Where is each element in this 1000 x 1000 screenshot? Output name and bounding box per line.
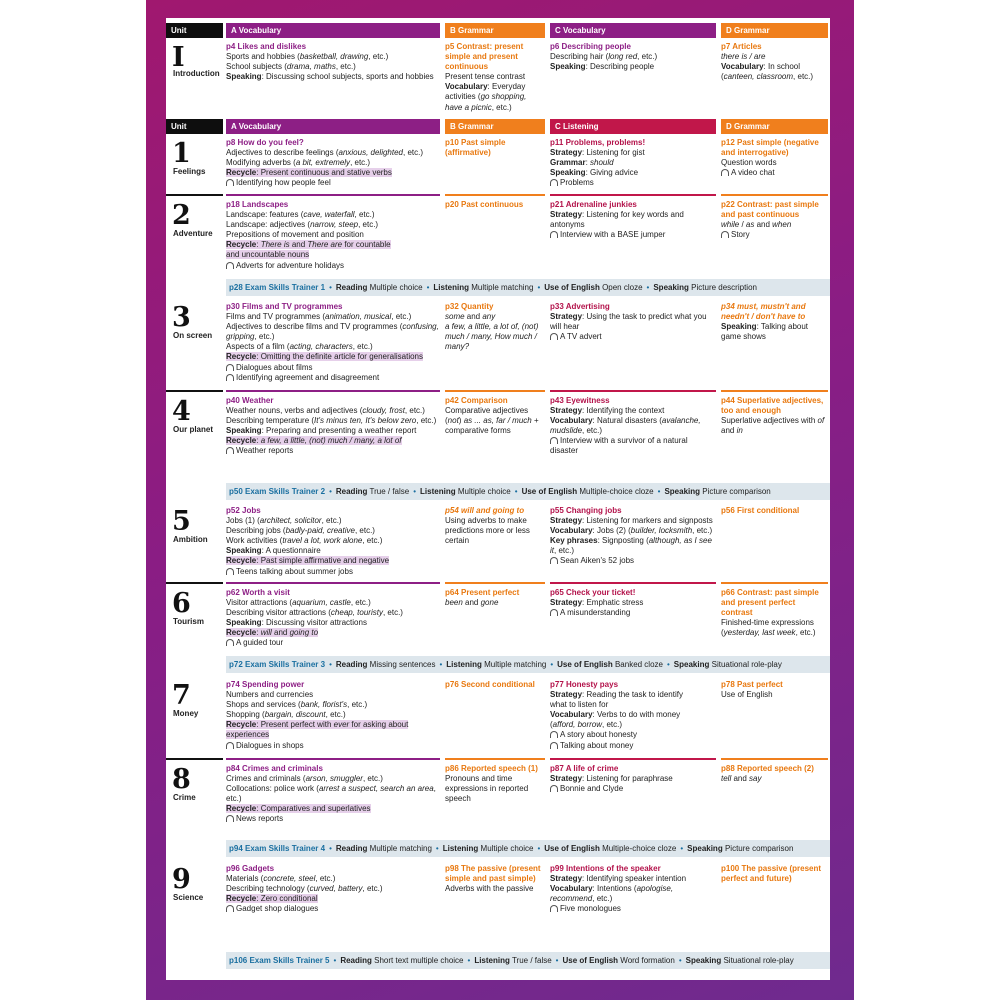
header-d: D Grammar [721,119,828,134]
lesson-d: p34 must, mustn't and needn't / don't have to Speaking: Talking about game shows [721,302,809,342]
unit-name: Our planet [173,425,214,434]
unit-number: 5 [172,506,191,537]
unit-name: Feelings [173,167,206,176]
contents-page [166,18,830,980]
lesson-c: p65 Check your ticket! Strategy: Emphatic stress A misunderstanding [550,588,644,618]
headphones-icon [721,231,729,238]
lesson-title: p7 Articles [721,42,762,51]
lesson-c: p55 Changing jobs Strategy: Listening for markers and signposts Vocabulary: Jobs (2) (builder, locksmith, etc.) Key phrases: Signposting (although, as I see it, etc.) Sean Aiken's 52 jobs [550,506,713,566]
headphones-icon [226,447,234,454]
lesson-d: p12 Past simple (negative and interrogative) Question words A video chat [721,138,819,178]
lesson-a: p40 Weather Weather nouns, verbs and adjectives (cloudy, frost, etc.) Describing temperature (It's minus ten, It's below zero, etc.) Speaking: Preparing and presenting a weather report Recycle: a few, a little, (not) much / many, a lot of Weather reports [226,396,437,456]
header-unit: Unit [166,119,223,134]
lesson-b: p64 Present perfect been and gone [445,588,520,608]
header-b: B Grammar [445,23,545,38]
header-row-intro [166,23,830,38]
exam-skills-trainer-1: p28 Exam Skills Trainer 1 • Reading Multiple choice • Listening Multiple matching • Use of English Open cloze • Speaking Picture description [226,279,830,296]
header-a: A Vocabulary [226,119,440,134]
unit-1 [166,138,830,200]
headphones-icon [550,437,558,444]
lesson-c: p6 Describing people Describing hair (long red, etc.) Speaking: Describing people [550,42,716,72]
lesson-title: p5 Contrast: present simple and present continuous [445,42,524,72]
lesson-d: p7 Articles there is / are Vocabulary: In school (canteen, classroom, etc.) [721,42,828,82]
unit-name: Science [173,893,204,902]
exam-skills-trainer-5: p106 Exam Skills Trainer 5 • Reading Short text multiple choice • Listening True / false • Use of English Word formation • Speaking Situational role-play [226,952,830,969]
headphones-icon [226,639,234,646]
lesson-a: p62 Worth a visit Visitor attractions (aquarium, castle, etc.) Describing visitor attractions (cheap, touristy, etc.) Speaking: Discussing visitor attractions Recycle: will and going to A guided tour [226,588,403,648]
headphones-icon [550,785,558,792]
lesson-b: p54 will and going to Using adverbs to make predictions more or less certain [445,506,530,546]
exam-skills-trainer-2: p50 Exam Skills Trainer 2 • Reading True / false • Listening Multiple choice • Use of English Multiple-choice cloze • Speaking Picture comparison [226,483,830,500]
unit-name: Money [173,709,199,718]
unit-name: Adventure [173,229,213,238]
header-unit: Unit [166,23,223,38]
unit-name: Ambition [173,535,208,544]
lesson-a: p52 Jobs Jobs (1) (architect, solicitor, etc.) Describing jobs (badly-paid, creative, etc.) Work activities (travel a lot, work alone, etc.) Speaking: A questionnaire Recycle: Past simple affirmative and negative Teens talking about summer jobs [226,506,390,576]
unit-number: 9 [172,864,191,895]
exam-skills-trainer-4: p94 Exam Skills Trainer 4 • Reading Multiple matching • Listening Multiple choice • Use of English Multiple-choice cloze • Speaking Picture comparison [226,840,830,857]
lesson-c: p99 Intentions of the speaker Strategy: Identifying speaker intention Vocabulary: Intentions (apologise, recommend, etc.) Five monologues [550,864,687,914]
headphones-icon [226,815,234,822]
unit-number: 3 [172,302,191,333]
unit-number: 1 [172,138,191,169]
headphones-icon [550,333,558,340]
lesson-a: p30 Films and TV programmes Films and TV programmes (animation, musical, etc.) Adjectives to describe films and TV programmes (confusing, gripping, etc.) Aspects of a film (acting, characters, etc.) Recycle: Omitting the definite article for generalisations Dialogues about films Identifying agreement and disagreement [226,302,439,382]
lesson-b: p76 Second conditional [445,680,535,689]
exam-skills-trainer-3: p72 Exam Skills Trainer 3 • Reading Missing sentences • Listening Multiple matching • Use of English Banked cloze • Speaking Situational role-play [226,656,830,673]
headphones-icon [226,905,234,912]
lesson-title: p6 Describing people [550,42,631,51]
header-a: A Vocabulary [226,23,440,38]
lesson-c: p77 Honesty pays Strategy: Reading the task to identify what to listen for Vocabulary: Verbs to do with money (afford, borrow, etc.) A story about honesty Talking about money [550,680,683,750]
unit-number: 7 [172,680,191,711]
unit-number: 6 [172,588,191,619]
headphones-icon [226,742,234,749]
headphones-icon [550,731,558,738]
unit-6 [166,582,830,660]
headphones-icon [550,231,558,238]
unit-name: On screen [173,331,213,340]
headphones-icon [226,262,234,269]
unit-number: 2 [172,200,191,231]
lesson-c: p33 Advertising Strategy: Using the task to predict what you will hear A TV advert [550,302,707,342]
lesson-d: p44 Superlative adjectives, too and enough Superlative adjectives with of and in [721,396,825,436]
lesson-c: p21 Adrenaline junkies Strategy: Listening for key words and antonyms Interview with a BASE jumper [550,200,684,240]
header-row-main [166,119,830,134]
headphones-icon [226,364,234,371]
lesson-d: p100 The passive (present perfect and future) [721,864,822,884]
unit-number: 8 [172,764,191,795]
lesson-b: p5 Contrast: present simple and present continuous Present tense contrast Vocabulary: Everyday activities (go shopping, have a picnic, etc.) [445,42,545,113]
header-c: C Vocabulary [550,23,716,38]
unit-name: Introduction [173,69,220,78]
lesson-b: p42 Comparison Comparative adjectives (not) as ... as, far / much + comparative forms [445,396,539,436]
lesson-a: p84 Crimes and criminals Crimes and criminals (arson, smuggler, etc.) Collocations: police work (arrest a suspect, search an area, etc.) Recycle: Comparatives and superlatives News reports [226,764,436,824]
unit-number: I [172,42,185,73]
lesson-c: p43 Eyewitness Strategy: Identifying the context Vocabulary: Natural disasters (avalanche, mudslide, etc.) Interview with a survivor of a natural disaster [550,396,701,456]
lesson-d: p88 Reported speech (2) tell and say [721,764,814,784]
headphones-icon [226,179,234,186]
unit-name: Tourism [173,617,204,626]
unit-5 [166,506,830,582]
lesson-d: p56 First conditional [721,506,800,515]
lesson-a: p74 Spending power Numbers and currencies Shops and services (bank, florist's, etc.) Shopping (bargain, discount, etc.) Recycle: Present perfect with ever for asking about experiences Dialogues in shops [226,680,409,750]
unit-7 [166,680,830,758]
header-d: D Grammar [721,23,828,38]
lesson-b: p86 Reported speech (1) Pronouns and time expressions in reported speech [445,764,538,804]
headphones-icon [550,179,558,186]
unit-4 [166,390,830,482]
unit-9 [166,864,830,949]
headphones-icon [550,742,558,749]
lesson-d: p78 Past perfect Use of English [721,680,783,700]
lesson-d: p22 Contrast: past simple and past continuous while / as and when Story [721,200,819,240]
header-c: C Listening [550,119,716,134]
headphones-icon [226,374,234,381]
unit-8 [166,758,830,838]
unit-2 [166,194,830,276]
lesson-title: p4 Likes and dislikes [226,42,307,51]
headphones-icon [550,609,558,616]
headphones-icon [550,905,558,912]
lesson-a: p8 How do you feel? Adjectives to describe feelings (anxious, delighted, etc.) Modifying adverbs (a bit, extremely, etc.) Recycle: Present continuous and stative verbs Identifying how people feel [226,138,424,188]
lesson-a: p18 Landscapes Landscape: features (cave, waterfall, etc.) Landscape: adjectives (narrow, steep, etc.) Prepositions of movement and position Recycle: There is and There are for countable and uncountable nouns Adverts for adventure holidays [226,200,391,270]
unit-number: 4 [172,396,191,427]
unit-3 [166,302,830,390]
lesson-a: p4 Likes and dislikes Sports and hobbies (basketball, drawing, etc.) School subjects (drama, maths, etc.) Speaking: Discussing school subjects, sports and hobbies [226,42,440,82]
header-b: B Grammar [445,119,545,134]
headphones-icon [550,557,558,564]
lesson-a: p96 Gadgets Materials (concrete, steel, etc.) Describing technology (curved, battery, etc.) Recycle: Zero conditional Gadget shop dialogues [226,864,383,914]
lesson-c: p11 Problems, problems! Strategy: Listening for gist Grammar: should Speaking: Giving advice Problems [550,138,646,188]
lesson-d: p66 Contrast: past simple and present perfect contrast Finished-time expressions (yesterday, last week, etc.) [721,588,819,638]
lesson-b: p10 Past simple (affirmative) [445,138,506,158]
lesson-b: p32 Quantity some and any a few, a little, a lot of, (not) much / many, How much / many? [445,302,539,352]
headphones-icon [226,568,234,575]
headphones-icon [721,169,729,176]
recycle-highlight: Recycle: Present continuous and stative verbs [226,168,392,178]
lesson-b: p98 The passive (present simple and past simple) Adverbs with the passive [445,864,541,894]
lesson-c: p87 A life of crime Strategy: Listening for paraphrase Bonnie and Clyde [550,764,673,794]
unit-name: Crime [173,793,196,802]
lesson-b: p20 Past continuous [445,200,524,209]
